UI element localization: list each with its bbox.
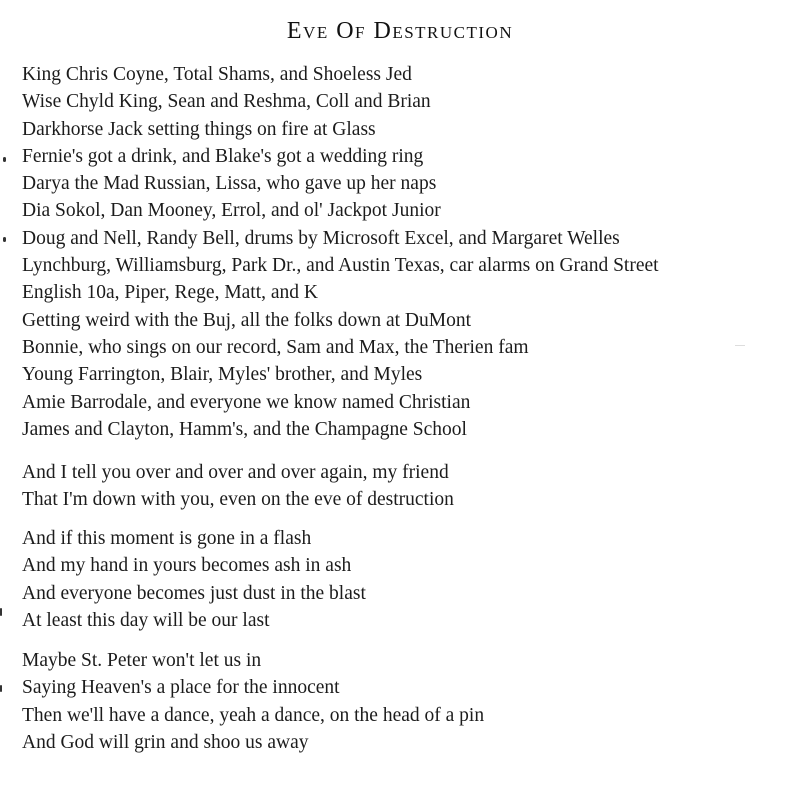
binding-hole-mark	[3, 157, 6, 162]
lyric-line: Then we'll have a dance, yeah a dance, on the head of a pin	[22, 704, 485, 726]
lyric-line: Darya the Mad Russian, Lissa, who gave up her naps	[22, 173, 437, 195]
lyric-line: At least this day will be our last	[22, 609, 270, 631]
lyric-line: That I'm down with you, even on the eve of destruction	[22, 489, 454, 511]
page-title: Eve Of Destruction	[286, 18, 514, 44]
stanza-2	[22, 459, 454, 514]
lyric-line: Amie Barrodale, and everyone we know named Christian	[22, 391, 471, 413]
lyric-line: Saying Heaven's a place for the innocent	[22, 677, 340, 699]
stanza-4	[22, 647, 484, 756]
binding-hole-mark	[3, 237, 6, 242]
lyric-line: And if this moment is gone in a flash	[22, 528, 312, 549]
lyric-line: Getting weird with the Buj, all the folks down at DuMont	[22, 309, 471, 331]
lyric-line: Dia Sokol, Dan Mooney, Errol, and ol' Jackpot Junior	[22, 200, 441, 222]
lyric-line: And I tell you over and over and over again, my friend	[22, 462, 449, 483]
lyric-line: Darkhorse Jack setting things on fire at Glass	[22, 118, 376, 140]
lyric-line: Wise Chyld King, Sean and Reshma, Coll and Brian	[22, 91, 431, 113]
lyric-line: Fernie's got a drink, and Blake's got a wedding ring	[22, 145, 424, 167]
lyric-line: Lynchburg, Williamsburg, Park Dr., and Austin Texas, car alarms on Grand Street	[22, 255, 659, 277]
lyric-line: James and Clayton, Hamm's, and the Champagne School	[22, 418, 467, 440]
binding-hole-mark	[0, 685, 2, 692]
lyric-line: Doug and Nell, Randy Bell, drums by Microsoft Excel, and Margaret Welles	[22, 227, 620, 249]
lyric-line: Bonnie, who sings on our record, Sam and Max, the Therien fam	[22, 336, 529, 358]
lyric-line: English 10a, Piper, Rege, Matt, and K	[22, 282, 319, 304]
lyric-line: Maybe St. Peter won't let us in	[22, 650, 262, 671]
stanza-1	[22, 61, 659, 443]
binding-hole-mark	[0, 608, 2, 616]
lyric-line: And my hand in yours becomes ash in ash	[22, 555, 352, 577]
paper-smudge	[735, 345, 745, 346]
lyric-line: Young Farrington, Blair, Myles' brother, and Myles	[22, 364, 423, 386]
lyric-line: And God will grin and shoo us away	[22, 731, 309, 753]
lyric-line: King Chris Coyne, Total Shams, and Shoeless Jed	[22, 64, 412, 85]
stanza-3	[22, 525, 366, 634]
lyric-line: And everyone becomes just dust in the blast	[22, 582, 366, 604]
